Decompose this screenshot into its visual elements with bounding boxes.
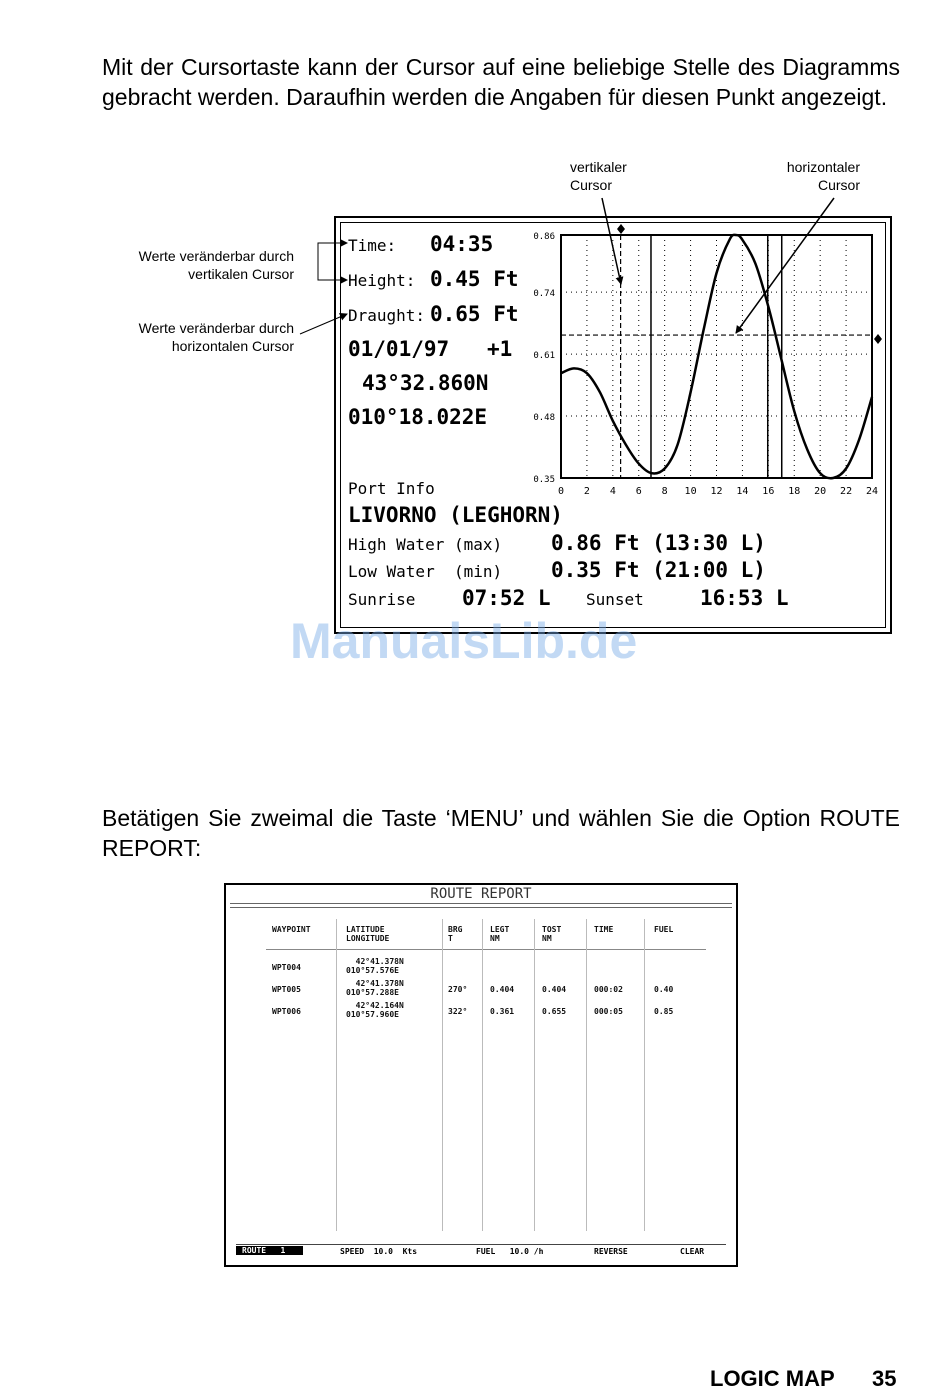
col-divider-2 — [442, 919, 443, 1231]
table-cell: 42°41.378N 010°57.576E — [346, 957, 404, 975]
x-tick-label: 14 — [736, 486, 749, 497]
draught-label: Draught: — [348, 306, 426, 325]
horizontal-cursor-marker — [874, 334, 882, 344]
date-value: 01/01/97 — [348, 337, 450, 361]
timezone-value: +1 — [487, 337, 513, 361]
latitude-value: 43°32.860N — [362, 371, 489, 395]
low-water-label: Low Water (min) — [348, 562, 503, 581]
table-cell: 0.404 — [490, 985, 515, 994]
table-cell: 0.85 — [654, 1007, 674, 1016]
x-tick-label: 20 — [814, 486, 827, 497]
x-tick-label: 22 — [840, 486, 853, 497]
vertical-cursor-label-line1: vertikaler — [570, 159, 627, 175]
port-info-label: Port Info — [348, 479, 435, 498]
y-tick-label: 0.35 — [533, 475, 555, 485]
route-report-title: ROUTE REPORT — [430, 886, 532, 902]
table-cell: 42°41.378N 010°57.288E — [346, 979, 404, 997]
table-cell: 0.655 — [542, 1007, 567, 1016]
x-tick-label: 24 — [865, 486, 879, 497]
column-header: TIME — [594, 925, 614, 934]
table-cell: 0.404 — [542, 985, 567, 994]
horizontal-cursor-label-line2: Cursor — [817, 177, 860, 193]
column-header: TOST NM — [542, 925, 562, 943]
menu-instruction-paragraph: Betätigen Sie zweimal die Taste ‘MENU’ und wählen Sie die Option ROUTE REPORT: — [102, 805, 900, 861]
high-water-value: 0.86 Ft (13:30 L) — [551, 531, 766, 555]
time-value: 04:35 — [430, 232, 494, 256]
draught-pointer-arrow — [300, 314, 347, 334]
status-route[interactable]: ROUTE 1 — [236, 1246, 303, 1255]
y-tick-label: 0.48 — [533, 413, 555, 424]
col-divider-5 — [586, 919, 587, 1231]
x-tick-label: 2 — [583, 486, 590, 497]
table-cell: 42°42.164N 010°57.960E — [346, 1001, 404, 1019]
sunrise-value: 07:52 L — [462, 586, 551, 610]
x-tick-label: 12 — [710, 486, 723, 497]
column-header: WAYPOINT — [272, 925, 311, 934]
chart-marks — [533, 232, 878, 497]
table-cell: 322° — [448, 1007, 468, 1016]
intro-paragraph: Mit der Cursortaste kann der Cursor auf eine beliebige Stelle des Diagramms gebracht werden. Daraufhin werden die Angaben für diesen Punkt angezeigt. — [102, 54, 900, 110]
col-divider-4 — [534, 919, 535, 1231]
x-tick-label: 0 — [557, 486, 565, 497]
waypoint-name: WPT006 — [272, 1007, 301, 1016]
waypoint-name: WPT004 — [272, 963, 301, 972]
horizontal-cursor-note-line2: horizontalen Cursor — [171, 338, 294, 354]
tide-curve — [561, 235, 872, 478]
longitude-value: 010°18.022E — [348, 405, 488, 429]
x-tick-label: 6 — [635, 486, 642, 497]
route-report-status-bar — [236, 1244, 726, 1259]
horizontal-cursor-arrow — [736, 198, 834, 333]
watermark: ManualsLib.de — [290, 613, 638, 669]
table-cell: 270° — [448, 985, 468, 994]
sunset-label: Sunset — [586, 590, 644, 609]
horizontal-cursor-label-line1: horizontaler — [786, 159, 860, 175]
vertical-cursor-note-line1: Werte veränderbar durch — [138, 248, 294, 264]
route-report-title-underline — [230, 903, 732, 908]
col-divider-3 — [482, 919, 483, 1231]
footer-page-number: 35 — [872, 1366, 897, 1391]
draught-value: 0.65 Ft — [430, 302, 519, 326]
col-divider-6 — [644, 919, 645, 1231]
y-tick-label: 0.74 — [533, 289, 555, 300]
sunrise-label: Sunrise — [348, 590, 416, 609]
port-name: LIVORNO (LEGHORN) — [348, 503, 563, 527]
route-report-screen — [224, 883, 738, 1267]
vertical-cursor-label-line2: Cursor — [570, 177, 613, 193]
footer-title: LOGIC MAP — [710, 1366, 835, 1391]
status-fuel: FUEL 10.0 /h — [476, 1247, 544, 1256]
height-value: 0.45 Ft — [430, 267, 519, 291]
low-water-value: 0.35 Ft (21:00 L) — [551, 558, 766, 582]
y-tick-label: 0.86 — [533, 232, 555, 242]
table-cell: 000:02 — [594, 985, 623, 994]
high-water-label: High Water (max) — [348, 535, 503, 554]
x-tick-label: 10 — [684, 486, 697, 497]
x-tick-label: 18 — [788, 486, 801, 497]
height-label: Height: — [348, 271, 416, 290]
column-header: BRG T — [448, 925, 463, 943]
time-label: Time: — [348, 236, 397, 255]
vertical-cursor-note-line2: vertikalen Cursor — [188, 266, 294, 282]
status-reverse[interactable]: REVERSE — [594, 1247, 628, 1256]
col-divider-1 — [336, 919, 337, 1231]
table-cell: 000:05 — [594, 1007, 623, 1016]
horizontal-cursor-note-line1: Werte veränderbar durch — [138, 320, 294, 336]
vertical-cursor-arrow — [602, 198, 621, 284]
column-header: LEGT NM — [490, 925, 510, 943]
waypoint-name: WPT005 — [272, 985, 301, 994]
sunset-value: 16:53 L — [700, 586, 789, 610]
table-cell: 0.40 — [654, 985, 674, 994]
y-tick-label: 0.61 — [533, 351, 555, 362]
vertical-cursor-marker — [617, 224, 625, 234]
status-speed: SPEED 10.0 Kts — [340, 1247, 418, 1256]
table-cell: 0.361 — [490, 1007, 515, 1016]
column-header: LATITUDE LONGITUDE — [346, 925, 390, 943]
x-tick-label: 16 — [762, 486, 775, 497]
vertical-note-bracket — [318, 243, 340, 280]
status-clear[interactable]: CLEAR — [680, 1247, 705, 1256]
x-tick-label: 4 — [609, 486, 616, 497]
x-tick-label: 8 — [661, 486, 668, 497]
column-header: FUEL — [654, 925, 674, 934]
header-divider — [266, 949, 706, 950]
